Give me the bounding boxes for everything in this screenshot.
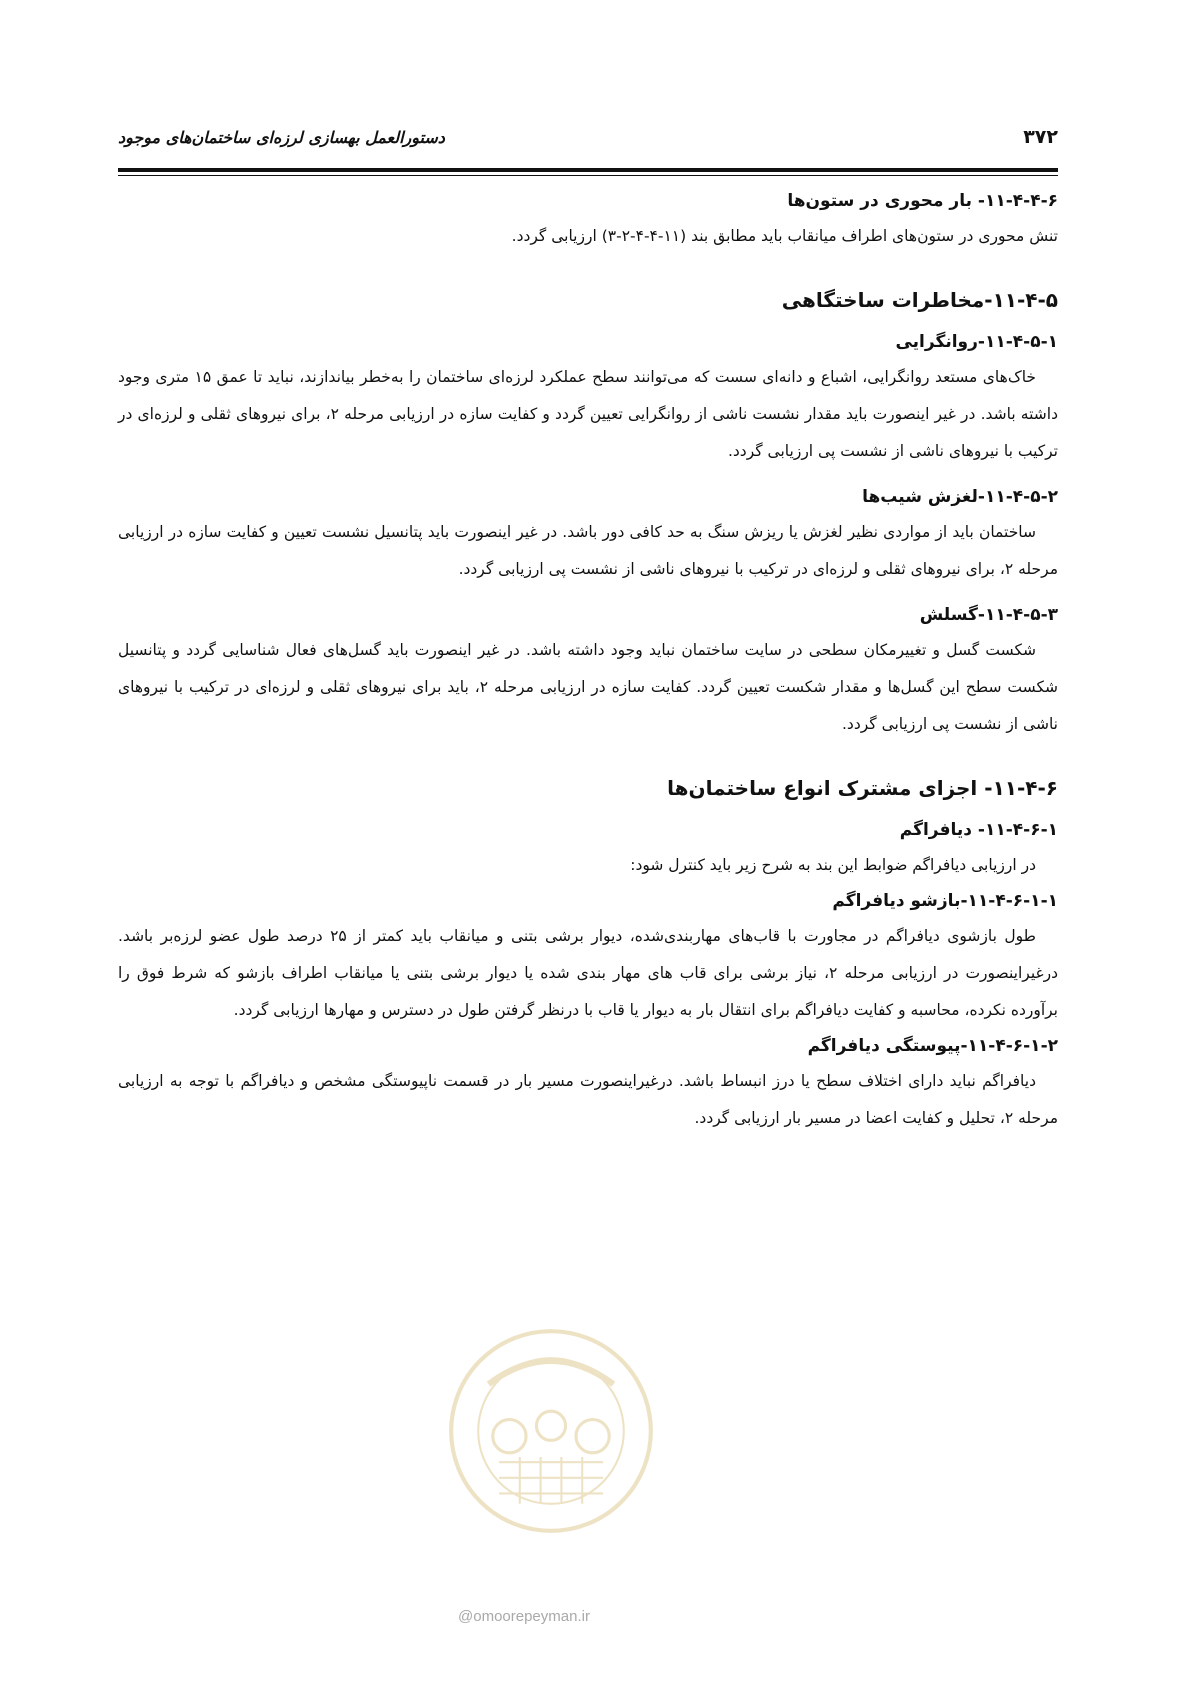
section-heading: ۱۱-۴-۶-۱- دیافراگم (899, 820, 1058, 840)
running-title: دستورالعمل بهسازی لرزه‌ای ساختمان‌های موجود (118, 128, 445, 147)
page-header (118, 122, 1058, 158)
section-heading: ۱۱-۴-۵-۳-گسلش (919, 605, 1058, 625)
section-heading: ۱۱-۴-۵-۱-روانگرایی (895, 332, 1058, 352)
watermark-site: @omoorepeyman.ir (458, 1608, 590, 1625)
paragraph: طول بازشوی دیافراگم در مجاورت با قاب‌های مهاربندی‌شده، دیوار برشی بتنی و میانقاب باید کمتر از ۲۵ درصد طول عضو لرزه‌بر باشد. درغیراینصورت در ارزیابی مرحله ۲، نیاز برشی برای قاب های مهار بندی شده یا دیوار برشی بتنی یا میانقاب اطراف بازشو که شرط فوق را برآورده نکرده، محاسبه و کفایت دیافراگم برای انتقال بار به دیوار یا قاب با درنظر گرفتن طول در دسترس و مهارها ارزیابی گردد. (118, 927, 1059, 1019)
header-rule-thin (118, 175, 1058, 176)
paragraph: خاک‌های مستعد روانگرایی، اشباع و دانه‌ای سست که می‌توانند سطح عملکرد لرزه‌ای ساختمان را به‌خطر بیاندازند، نباید تا عمق ۱۵ متری وجود داشته باشد. در غیر اینصورت باید مقدار نشست ناشی از روانگرایی تعیین گردد و کفایت سازه در ارزیابی مرحله ۲، برای نیروهای ثقلی و لرزه‌ای در ترکیب با نیروهای ناشی از نشست پی ارزیابی گردد. (118, 368, 1058, 460)
seal-watermark-icon (447, 1327, 655, 1535)
section-heading: ۱۱-۴-۵-۲-لغزش شیب‌ها (862, 487, 1058, 507)
paragraph: دیافراگم نباید دارای اختلاف سطح یا درز انبساط باشد. درغیراینصورت مسیر بار در قسمت ناپیوستگی مشخص و دیافراگم با توجه به ارزیابی مرحله ۲، تحلیل و کفایت اعضا در مسیر بار ارزیابی گردد. (118, 1072, 1058, 1127)
page-number: ۳۷۲ (1023, 126, 1058, 148)
section-heading: ۱۱-۴-۶- اجزای مشترک انواع ساختمان‌ها (667, 776, 1058, 800)
section-heading: ۱۱-۴-۶-۱-۱-بازشو دیافراگم (832, 891, 1058, 911)
paragraph: تنش محوری در ستون‌های اطراف میانقاب باید مطابق بند (۱۱-۴-۴-۲-۳) ارزیابی گردد. (511, 227, 1058, 245)
paragraph: ساختمان باید از مواردی نظیر لغزش یا ریزش سنگ به حد کافی دور باشد. در غیر اینصورت باید پتانسیل نشست تعیین و کفایت سازه در ارزیابی مرحله ۲، برای نیروهای ثقلی و لرزه‌ای در ترکیب با نیروهای ناشی از نشست پی ارزیابی گردد. (118, 523, 1058, 578)
header-rule-thick (118, 168, 1058, 172)
paragraph: در ارزیابی دیافراگم ضوابط این بند به شرح زیر باید کنترل شود: (630, 856, 1036, 874)
section-heading: ۱۱-۴-۴-۶- بار محوری در ستون‌ها (787, 191, 1058, 211)
paragraph: شکست گسل و تغییرمکان سطحی در سایت ساختمان نباید وجود داشته باشد. در غیر اینصورت باید گسل‌های فعال شناسایی گردد و پتانسیل شکست سطح این گسل‌ها و مقدار شکست تعیین گردد. کفایت سازه در ارزیابی مرحله ۲، باید برای نیروهای ثقلی و لرزه‌ای در ترکیب با نیروهای ناشی از نشست پی ارزیابی گردد. (118, 641, 1058, 733)
section-heading: ۱۱-۴-۶-۱-۲-پیوستگی دیافراگم (807, 1036, 1058, 1056)
body-content (118, 188, 1058, 1137)
section-heading: ۱۱-۴-۵-مخاطرات ساختگاهی (781, 288, 1058, 312)
